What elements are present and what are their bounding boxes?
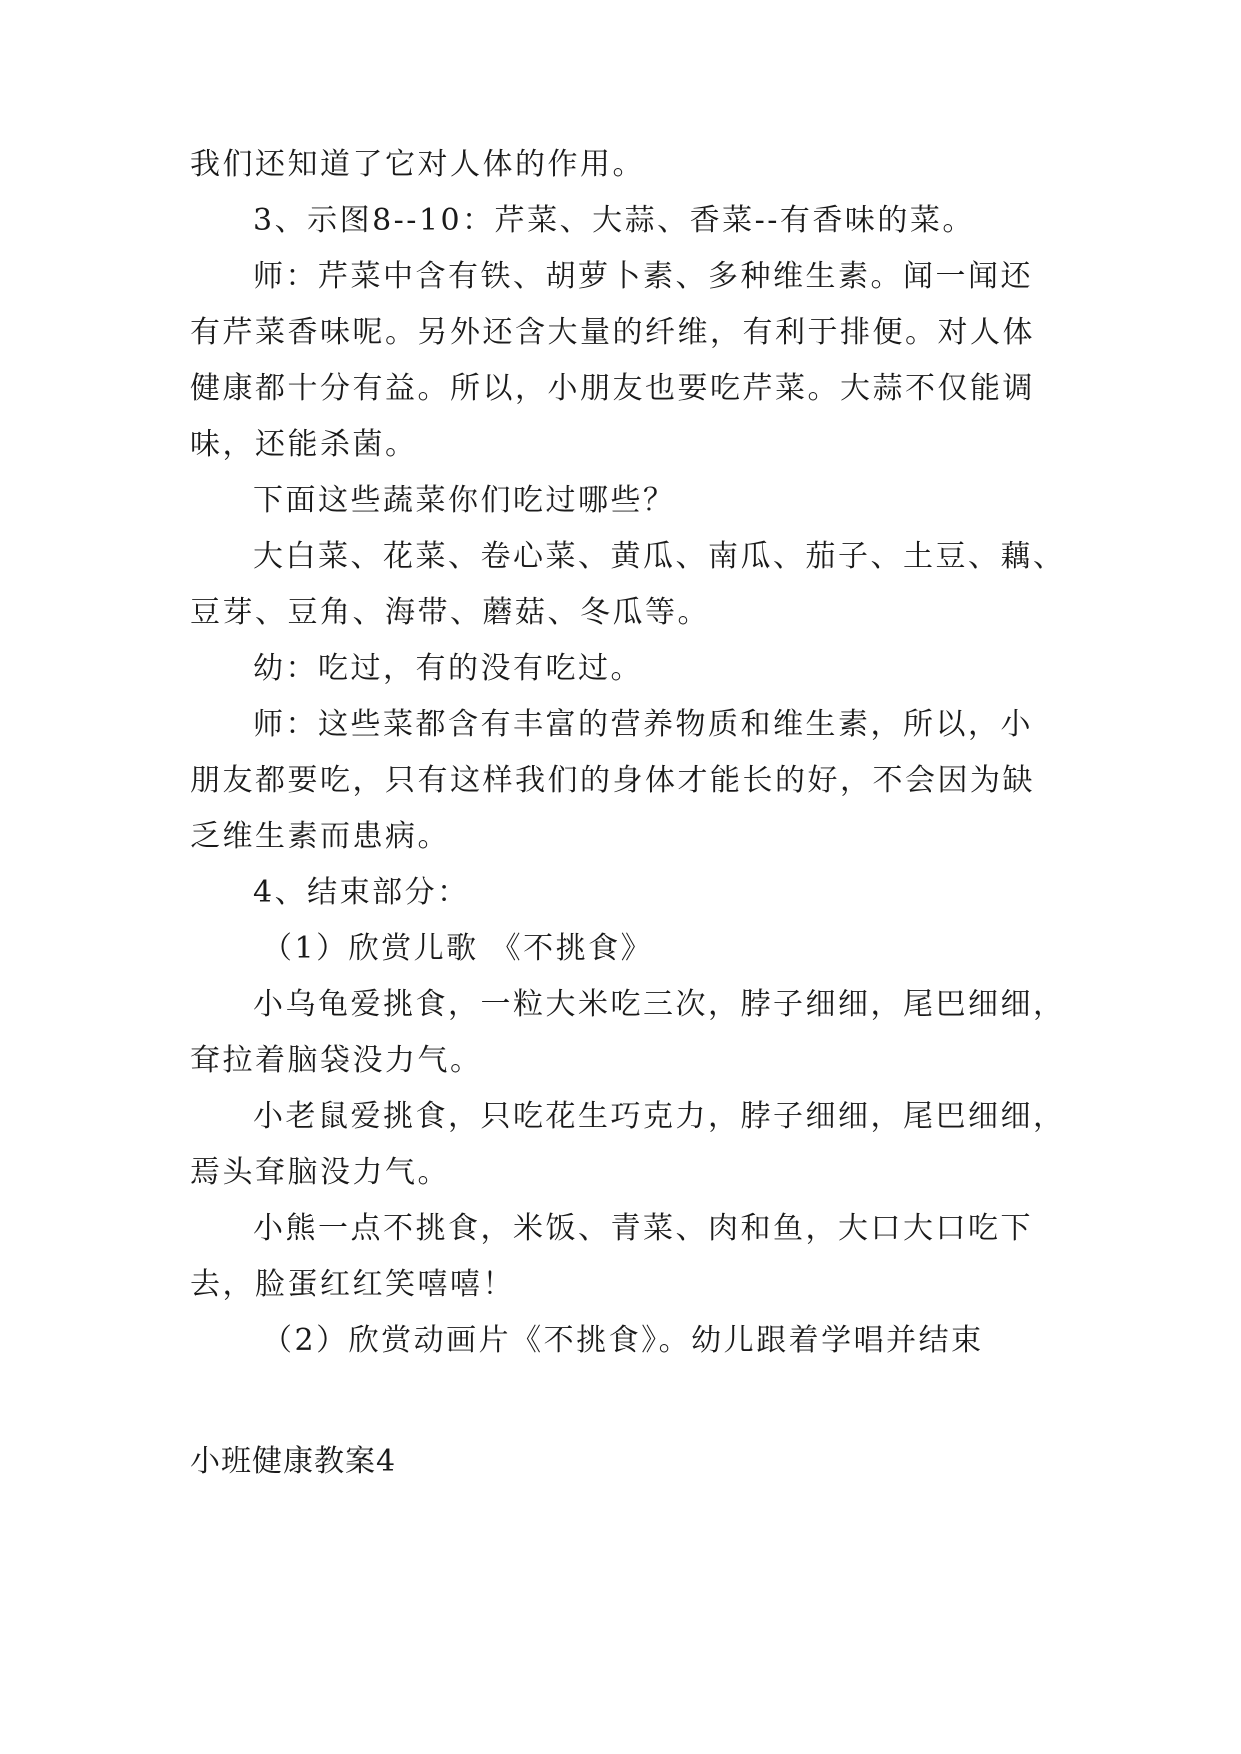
paragraph-line: 师：这些菜都含有丰富的营养物质和维生素，所以，小 [253, 707, 1033, 742]
paragraph-line: 4、结束部分： [253, 875, 470, 910]
paragraph-line: 健康都十分有益。所以，小朋友也要吃芹菜。大蒜不仅能调 [190, 371, 1035, 406]
paragraph-line: 3、示图8--10：芹菜、大蒜、香菜--有香味的菜。 [253, 203, 975, 238]
paragraph-line: 大白菜、花菜、卷心菜、黄瓜、南瓜、茄子、土豆、藕、 [253, 539, 1066, 574]
paragraph-line: 有芹菜香味呢。另外还含大量的纤维，有利于排便。对人体 [190, 315, 1035, 350]
paragraph-line: 下面这些蔬菜你们吃过哪些？ [253, 483, 676, 518]
paragraph-line: 味，还能杀菌。 [190, 427, 418, 462]
paragraph-line: （1）欣赏儿歌 《不挑食》 [262, 931, 654, 966]
paragraph-line: 我们还知道了它对人体的作用。 [190, 147, 645, 182]
paragraph-line: 焉头耷脑没力气。 [190, 1155, 450, 1190]
paragraph-line: 朋友都要吃，只有这样我们的身体才能长的好，不会因为缺 [190, 763, 1035, 798]
paragraph-line: 耷拉着脑袋没力气。 [190, 1043, 483, 1078]
paragraph-line: 豆芽、豆角、海带、蘑菇、冬瓜等。 [190, 595, 710, 630]
paragraph-line: 小乌龟爱挑食，一粒大米吃三次，脖子细细，尾巴细细， [253, 987, 1066, 1022]
paragraph-line: 师：芹菜中含有铁、胡萝卜素、多种维生素。闻一闻还 [253, 259, 1033, 294]
paragraph-line: 去，脸蛋红红笑嘻嘻！ [190, 1267, 515, 1302]
paragraph-line: （2）欣赏动画片《不挑食》。幼儿跟着学唱并结束 [262, 1323, 984, 1358]
paragraph-line: 小老鼠爱挑食，只吃花生巧克力，脖子细细，尾巴细细， [253, 1099, 1066, 1134]
section-title: 小班健康教案4 [190, 1444, 397, 1479]
paragraph-line: 幼：吃过，有的没有吃过。 [253, 651, 643, 686]
paragraph-line: 小熊一点不挑食，米饭、青菜、肉和鱼，大口大口吃下 [253, 1211, 1033, 1246]
paragraph-line: 乏维生素而患病。 [190, 819, 450, 854]
